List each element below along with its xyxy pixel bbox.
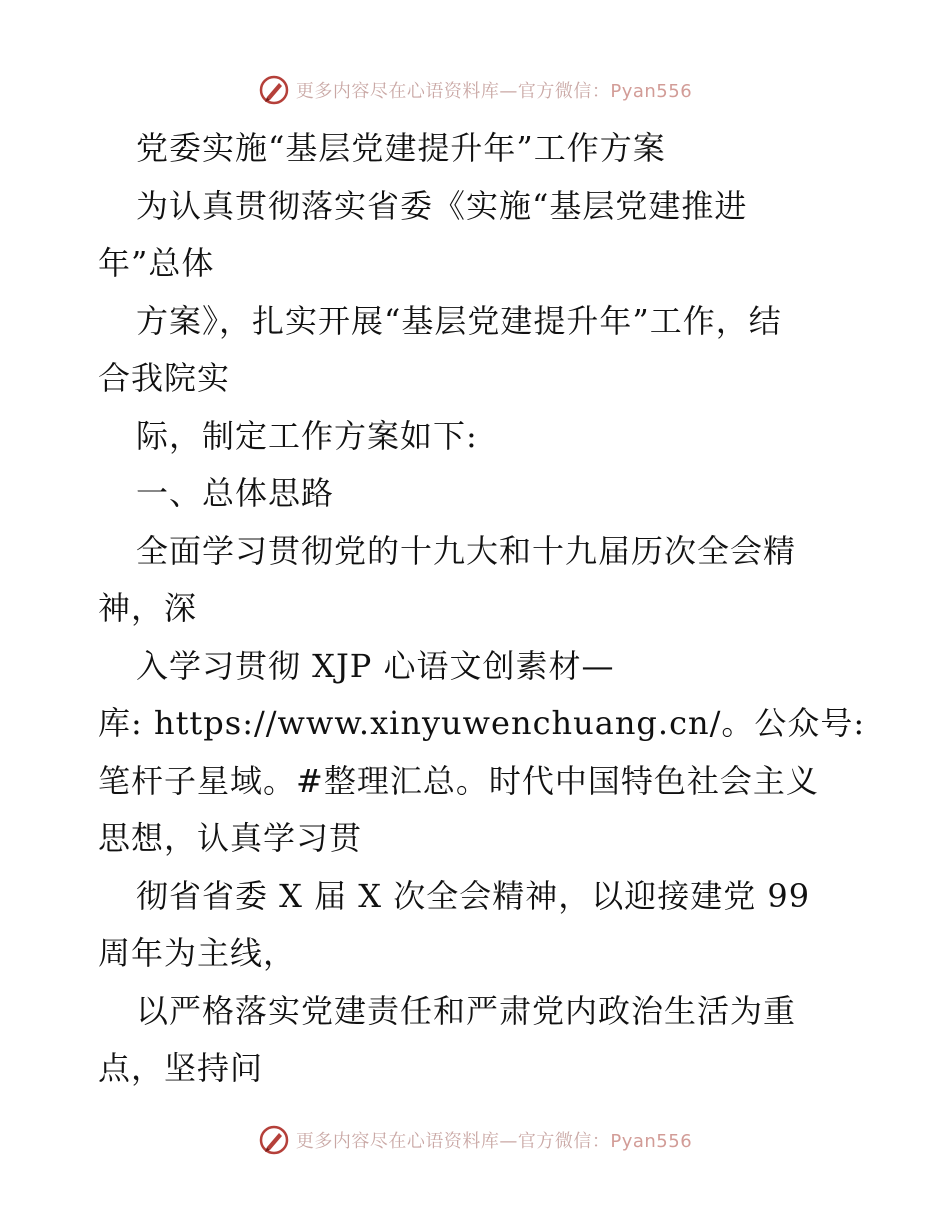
doc-line: 周年为主线， [98, 934, 297, 972]
watermark-text: 更多内容尽在心语资料库—官方微信： [295, 81, 611, 102]
pen-logo-icon [258, 74, 290, 106]
pen-logo-icon [258, 1124, 290, 1156]
doc-line: 神，深 [98, 589, 198, 627]
doc-line: 彻省省委 X 届 X 次全会精神，以迎接建党 99 [136, 876, 811, 915]
doc-line: 以严格落实党建责任和严肃党内政治生活为重 [136, 991, 797, 1030]
doc-title: 党委实施“基层党建提升年”工作方案 [136, 129, 666, 167]
doc-line: 笔杆子星域。#整理汇总。时代中国特色社会主义 [98, 761, 819, 800]
footer-watermark [0, 1120, 950, 1160]
watermark-text: 更多内容尽在心语资料库—官方微信： [295, 1131, 611, 1152]
doc-line: 入学习贯彻 XJP 心语文创素材— [136, 646, 615, 685]
doc-line: 际，制定工作方案如下: [136, 416, 478, 455]
doc-line: 方案》，扎实开展“基层党建提升年”工作，结 [136, 301, 782, 340]
watermark-wechat-id: Pyan556 [610, 1131, 693, 1152]
doc-line: 全面学习贯彻党的十九大和十九届历次全会精 [136, 531, 797, 570]
watermark-wechat-id: Pyan556 [610, 81, 693, 102]
header-watermark [0, 70, 950, 110]
doc-line: 为认真贯彻落实省委《实施“基层党建推进 [136, 186, 748, 225]
doc-line: 点，坚持问 [98, 1049, 264, 1087]
section-heading: 一、总体思路 [136, 474, 335, 512]
document-body [98, 120, 866, 1098]
doc-line: 思想，认真学习贯 [98, 819, 363, 857]
doc-line: 年”总体 [98, 244, 215, 282]
doc-line-url: 库: https://www.xinyuwenchuang.cn/。公众号: [98, 704, 866, 742]
doc-line: 合我院实 [98, 359, 231, 397]
